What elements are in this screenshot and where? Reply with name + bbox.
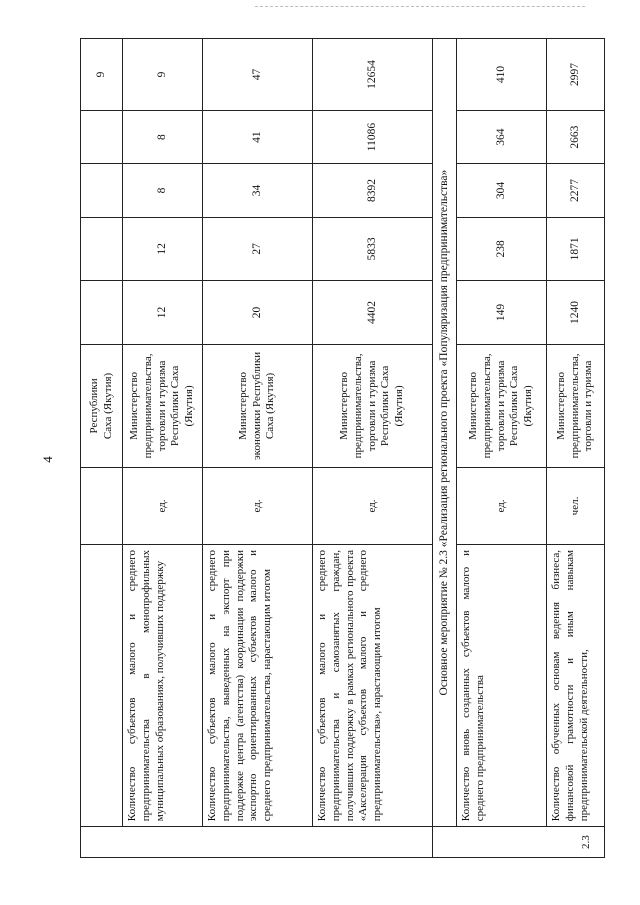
executor-cell: Министерство предпринимательства, торговли и туризма Республики Саха (Якутия)	[457, 344, 547, 467]
value-cell: 9	[81, 39, 123, 111]
executor-cell: Министерство предпринимательства, торговли и туризма Республики Саха (Якутия)	[123, 344, 203, 467]
value-cell: 9	[123, 39, 203, 111]
description-cell: Количество субъектов малого и среднего предпринимательства в монопрофильных муниципальных образованиях, получивших поддержку	[123, 544, 203, 826]
description-cell: Количество вновь созданных субъектов малого и среднего предпринимательства	[457, 544, 547, 826]
value-cell: 27	[203, 217, 313, 281]
section-row	[433, 39, 457, 858]
value-cell: 1871	[547, 217, 605, 281]
table-row	[123, 39, 203, 858]
value-cell: 20	[203, 281, 313, 345]
rotated-table-wrapper	[80, 38, 640, 849]
value-cell: 11086	[313, 110, 433, 163]
value-cell: 8	[123, 164, 203, 217]
value-cell: 8	[123, 110, 203, 163]
table-row	[81, 39, 123, 858]
executor-cell: Министерство предпринимательства, торговли и туризма	[547, 344, 605, 467]
section-title: Основное мероприятие № 2.3 «Реализация регионального проекта «Популяризация предпринимательства»	[433, 39, 457, 827]
section-index-cell: 2.3	[433, 827, 605, 858]
description-cell: Количество субъектов малого и среднего предпринимательства, выведенных на экспорт при поддержке центра (агентства) координации поддержки экспортно ориентированных субъектов малого и среднего предпринимательства, нарастающим итогом	[203, 544, 313, 826]
description-cell: Количество обученных основам ведения бизнеса, финансовой грамотности и иным навыкам предпринимательской деятельности,	[547, 544, 605, 826]
executor-cell: Министерство предпринимательства, торговли и туризма Республики Саха (Якутия)	[313, 344, 433, 467]
unit-cell: ед.	[313, 468, 433, 545]
value-cell: 2663	[547, 110, 605, 163]
value-cell: 8392	[313, 164, 433, 217]
unit-cell	[81, 468, 123, 545]
value-cell: 2997	[547, 39, 605, 111]
table-row	[457, 39, 547, 858]
value-cell	[81, 217, 123, 281]
executor-cell: Республики Саха (Якутия)	[81, 344, 123, 467]
table-row	[547, 39, 605, 858]
value-cell	[81, 110, 123, 163]
unit-cell: ед.	[203, 468, 313, 545]
value-cell: 12654	[313, 39, 433, 111]
value-cell: 149	[457, 281, 547, 345]
table-row	[313, 39, 433, 858]
row-index-cell	[81, 827, 433, 858]
value-cell: 12	[123, 281, 203, 345]
executor-cell: Министерство экономики Республики Саха (Якутия)	[203, 344, 313, 467]
unit-cell: чел.	[547, 468, 605, 545]
description-cell	[81, 544, 123, 826]
value-cell: 2277	[547, 164, 605, 217]
value-cell: 12	[123, 217, 203, 281]
value-cell: 238	[457, 217, 547, 281]
value-cell	[81, 281, 123, 345]
value-cell: 5833	[313, 217, 433, 281]
value-cell	[81, 164, 123, 217]
value-cell: 47	[203, 39, 313, 111]
value-cell: 410	[457, 39, 547, 111]
value-cell: 364	[457, 110, 547, 163]
scan-edge-dash	[255, 6, 585, 7]
indicators-table	[80, 38, 605, 858]
value-cell: 41	[203, 110, 313, 163]
value-cell: 1240	[547, 281, 605, 345]
page-number: 4	[39, 456, 55, 463]
value-cell: 304	[457, 164, 547, 217]
table-row	[203, 39, 313, 858]
unit-cell: ед.	[457, 468, 547, 545]
value-cell: 34	[203, 164, 313, 217]
unit-cell: ед.	[123, 468, 203, 545]
description-cell: Количество субъектов малого и среднего предпринимательства и самозанятых граждан, получивших поддержку в рамках регионального проекта «Акселерация субъектов малого и среднего предпринимательства», нарастающим итогом	[313, 544, 433, 826]
rotated-page-content	[80, 38, 604, 858]
value-cell: 4402	[313, 281, 433, 345]
